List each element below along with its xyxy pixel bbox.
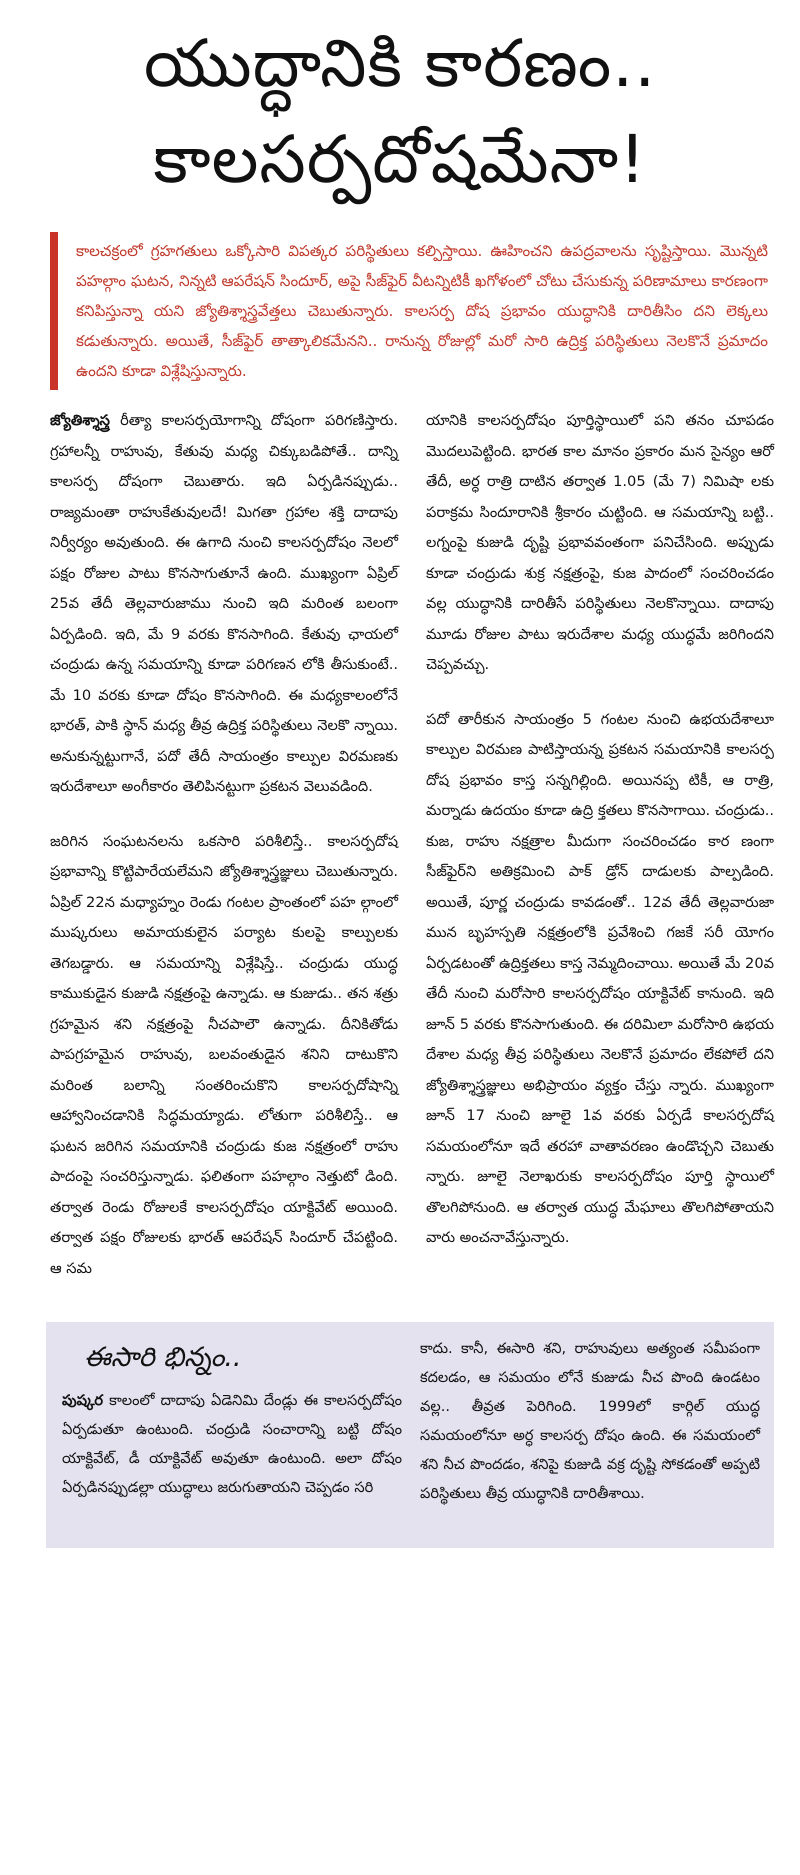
sidebar-box <box>46 1322 774 1548</box>
sidebar-title: ఈసారి భిన్నం.. <box>84 1342 242 1373</box>
right-paragraph-1: యానికి కాలసర్పదోషం పూర్తిస్థాయిలో పని తనం చూపడం మొదలుపెట్టింది. భారత కాల మానం ప్రకారం మన సైన్యం ఆరో తేదీ, అర్ధ రాత్రి దాటిన తర్వాత 1.05 (మే 7) నిమిషా లకు పరాక్రమ సిందూరానికి శ్రీకారం చుట్టింది. ఆ సమయాన్ని బట్టి.. లగ్నంపై కుజుడి దృష్టి ప్రభావవంతంగా పనిచేసింది. అప్పుడు కూడా చంద్రుడు శుక్ర నక్షత్రంపై, కుజ పాదంలో సంచరించడం వల్ల యుద్ధానికి దారితీసే పరిస్థితులు నెలకొన్నాయి. దాదాపు మూడు రోజుల పాటు ఇరుదేశాల మధ్య యుద్ధమే జరిగిందని చెప్పవచ్చు. <box>426 412 774 673</box>
left-paragraph-2: జరిగిన సంఘటనలను ఒకసారి పరిశీలిస్తే.. కాలసర్పదోష ప్రభావాన్ని కొట్టిపారేయలేమని జ్యోతిశ్శాస్త్రజ్ఞులు చెబుతున్నారు. ఏప్రిల్ 22న మధ్యాహ్నం రెండు గంటల ప్రాంతంలో పహ ల్గాంలో ముష్కరులు అమాయకులైన పర్యాట కులపై కాల్పులకు తెగబడ్డారు. ఆ సమయాన్ని విశ్లేషిస్తే.. చంద్రుడు యుద్ధ కాముకుడైన కుజుడి నక్షత్రంపై ఉన్నాడు. ఆ కుజుడు.. తన శత్రు గ్రహమైన శని నక్షత్రంపై నీచపాలౌ ఉన్నాడు. దీనికితోడు పాపగ్రహమైన రాహువు, బలవంతుడైన శనిని దాటుకొని మరింత బలాన్ని సంతరించుకొని కాలసర్పదోషాన్ని ఆహ్వానించడానికి సిద్ధమయ్యాడు. లోతుగా పరిశీలిస్తే.. ఆ ఘటన జరిగిన సమయానికి చంద్రుడు కుజ నక్షత్రంలో రాహు పాదంపై సంచరిస్తున్నాడు. ఫలితంగా పహల్గాం నెత్తుటో డింది. తర్వాత రెండు రోజులకే కాలసర్పదోషం యాక్టివేట్ అయింది. తర్వాత పక్షం రోజులకు భారత్ ఆపరేషన్ సిందూర్ చేపట్టింది. ఆ సమ <box>50 832 398 1277</box>
headline <box>0 0 800 210</box>
left-column <box>50 406 398 1308</box>
sidebar-right: కాదు. కానీ, ఈసారి శని, రాహువులు అత్యంత సమీపంగా కదలడం, ఆ సమయం లోనే కుజుడు నీచ పొంది ఉండటం వల్ల.. తీవ్రత పెరిగింది. 1999లో కార్గిల్ యుద్ధ సమయంలోనూ అర్ధ కాలసర్ప దోషం ఉంది. ఈ సమయంలో శని నీచ పొందడం, శనిపై కుజుడి వక్ర దృష్టి సోకడంతో అప్పటి పరిస్థితులు తీవ్ర యుద్ధానికి దారితీశాయి. <box>420 1340 760 1502</box>
left-paragraph-1 <box>50 406 398 803</box>
headline-line-1: యుద్ధానికి కారణం.. <box>143 25 657 102</box>
sidebar-lead-word: పుష్కర <box>62 1392 104 1409</box>
sidebar-body-text: కాలంలో దాదాపు ఏడెనిమి దేండ్లు ఈ కాలసర్పదోషం ఏర్పడుతూ ఉంటుంది. చంద్రుడి సంచారాన్ని బట్టి దోషం యాక్టివేట్, డీ యాక్టివేట్ అవుతూ ఉంటుంది. అలా దోషం ఏర్పడినప్పుడల్లా యుద్ధాలు జరుగుతాయని చెప్పడం సరి <box>62 1392 402 1496</box>
right-paragraph-2: పదో తారీకున సాయంత్రం 5 గంటల నుంచి ఉభయదేశాలూ కాల్పుల విరమణ పాటిస్తాయన్న ప్రకటన సమయానికి కాలసర్ప దోష ప్రభావం కాస్త సన్నగిల్లింది. అయినప్ప టికీ, ఆ రాత్రి, మర్నాడు ఉదయం కూడా ఉద్రి క్తతలు కొనసాగాయి. చంద్రుడు.. కుజ, రాహు నక్షత్రాల మీదుగా సంచరించడం కార ణంగా సీజ్‌ఫైర్‌ని అతిక్రమించి పాక్ డ్రోన్ దాడులకు పాల్పడింది. అయితే, పూర్ణ చంద్రుడు కావడంతో.. 12వ తేదీ తెల్లవారుజా మున బృహస్పతి నక్షత్రంలోకి ప్రవేశించి గజకే సరీ యోగం ఏర్పడటంతో ఉద్రిక్తతలు కాస్త నెమ్మదించాయి. అయితే మే 20వ తేదీ నుంచి మరోసారి కాలసర్పదోషం యాక్టివేట్ కానుంది. ఇది జూన్ 5 వరకు కొనసాగుతుంది. ఈ దరిమిలా మరోసారి ఉభయ దేశాల మధ్య తీవ్ర పరిస్థితులు నెలకొనే ప్రమాదం లేకపోలే దని జ్యోతిశ్శాస్త్రజ్ఞులు అభిప్రాయం వ్యక్తం చేస్తు న్నారు. ముఖ్యంగా జూన్ 17 నుంచి జూలై 1వ వరకు ఏర్పడే కాలసర్పదోష సమయంలోనూ ఇదే తరహా వాతావరణం ఉండొచ్చని చెబుతు న్నారు. జూలై నెలాఖరుకు కాలసర్పదోషం పూర్తి స్థాయిలో తొలగిపోనుంది. ఆ తర్వాత యుద్ధ మేఘాలు తొలగిపోతాయని వారు అంచనావేస్తున్నారు. <box>426 710 774 1246</box>
article-body <box>50 406 774 1308</box>
right-column <box>426 406 774 1308</box>
intro-paragraph: కాలచక్రంలో గ్రహగతులు ఒక్కోసారి విపత్కర పరిస్థితులు కల్పిస్తాయి. ఊహించని ఉపద్రవాలను సృష్టిస్తాయి. మొన్నటి పహల్గాం ఘటన, నిన్నటి ఆపరేషన్ సిందూర్, అపై సీజ్‌ఫైర్ వీటన్నిటికీ ఖగోళంలో చోటు చేసుకున్న పరిణామాలు కారణంగా కనిపిస్తున్నా యని జ్యోతిశ్శాస్త్రవేత్తలు చెబుతున్నారు. కాలసర్ప దోష ప్రభావం యుద్ధానికి దారితీసిం దని లెక్కలు కడుతున్నారు. అయితే, సీజ్‌ఫైర్ తాత్కాలికమేనని.. రానున్న రోజుల్లో మరో సారి ఉద్రిక్త పరిస్థితులు నెలకొనే ప్రమాదం ఉందని కూడా విశ్లేషిస్తున్నారు. <box>50 232 774 390</box>
left-paragraph-1-text: రీత్యా కాలసర్పయోగాన్ని దోషంగా పరిగణిస్తారు. గ్రహాలన్నీ రాహువు, కేతువు మధ్య చిక్కుబడిపోతే.. దాన్ని కాలసర్ప దోషంగా చెబుతారు. ఇది ఏర్పడినప్పుడు.. రాజ్యమంతా రాహుకేతువులదే! మిగతా గ్రహాల శక్తి దాదాపు నిర్వీర్యం అవుతుంది. ఈ ఉగాది నుంచి కాలసర్పదోషం నెలలో పక్షం రోజుల పాటు కొనసాగుతూనే ఉంది. ముఖ్యంగా ఏప్రిల్ 25వ తేదీ తెల్లవారుజాము నుంచి ఇది మరింత బలంగా ఏర్పడింది. ఇది, మే 9 వరకు కొనసాగింది. కేతువు ఛాయలో చంద్రుడు ఉన్న సమయాన్ని కూడా పరిగణన లోకి తీసుకుంటే.. మే 10 వరకు కూడా దోషం కొనసాగింది. ఈ మధ్యకాలంలోనే భారత్, పాకి స్థాన్ మధ్య తీవ్ర ఉద్రిక్త పరిస్థితులు నెలకొ న్నాయి. అనుకున్నట్టుగానే, పదో తేదీ సాయంత్రం కాల్పుల విరమణకు ఇరుదేశాలూ అంగీకారం తెలిపినట్టుగా ప్రకటన వెలువడింది. <box>50 412 398 795</box>
lead-word: జ్యోతిశ్శాస్త్ర <box>50 412 110 429</box>
sidebar-body <box>62 1386 402 1502</box>
sidebar-left <box>62 1334 402 1534</box>
headline-line-2: కాలసర్పదోషమేనా! <box>153 121 647 198</box>
